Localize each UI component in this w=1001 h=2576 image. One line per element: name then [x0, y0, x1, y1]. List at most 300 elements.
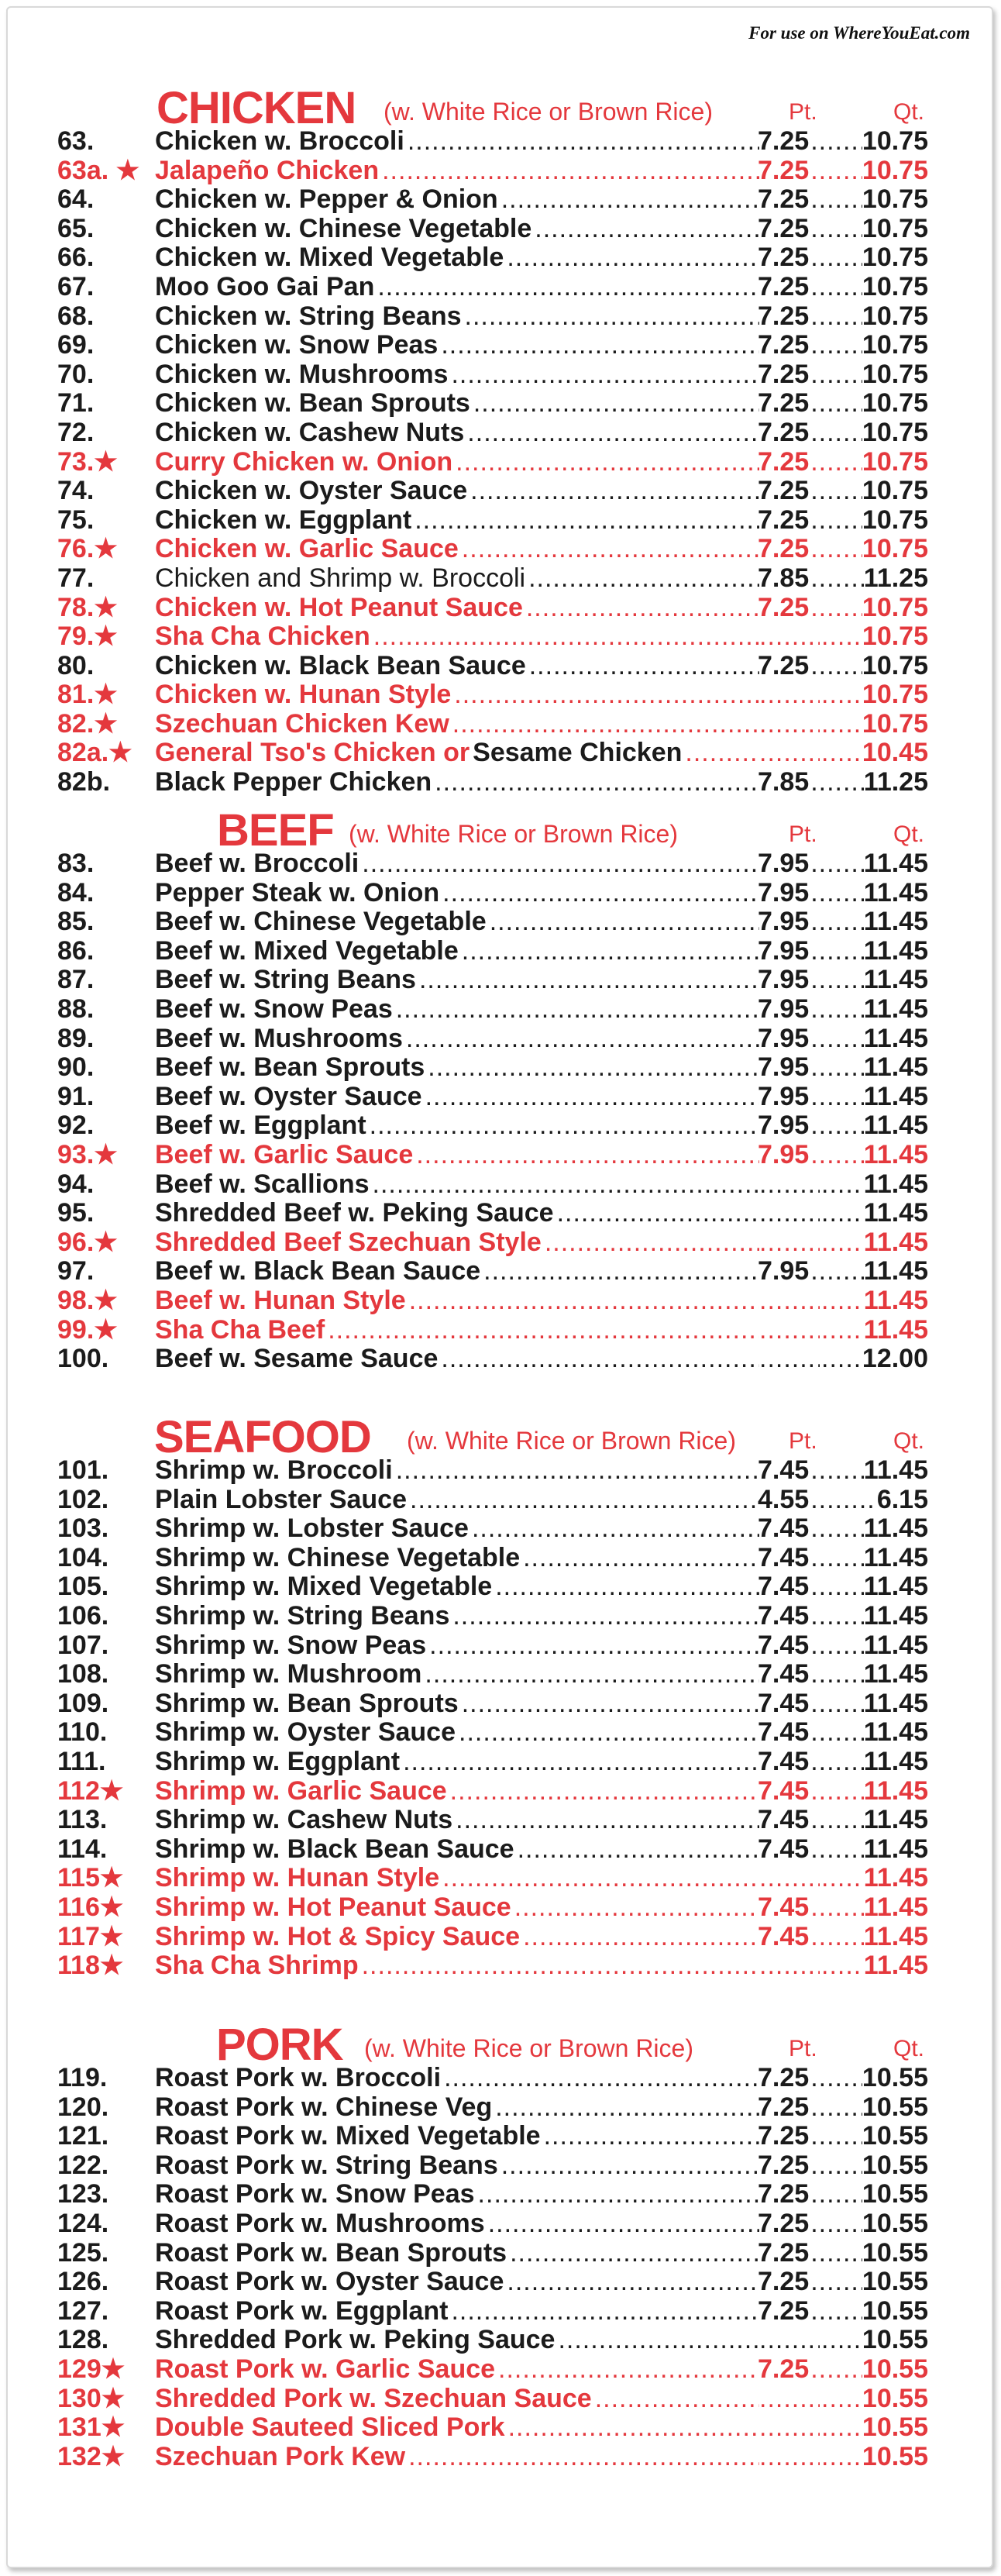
item-prices: [758, 1486, 928, 1515]
leader-dots: [809, 1748, 864, 1777]
leader-dots: [758, 2385, 820, 2414]
pint-price: 7.45: [758, 1805, 810, 1835]
menu-item: [8, 2151, 992, 2181]
leader-dots: [809, 1544, 864, 1573]
item-name-text: Shrimp w. Oyster Sauce: [155, 1718, 456, 1748]
item-number: 102.: [57, 1484, 109, 1514]
pint-price: 7.95: [758, 1139, 810, 1169]
menu-item: [8, 127, 992, 157]
item-prices: [758, 564, 928, 594]
leader-dots: [809, 2151, 862, 2181]
menu-item: [8, 1806, 992, 1835]
pint-price: 7.25: [758, 243, 810, 273]
item-name: [155, 2151, 759, 2181]
item-number: 122.: [57, 2150, 109, 2180]
quart-column-label: Qt.: [893, 1428, 925, 1454]
section-header: [8, 806, 992, 856]
leader-dots: [454, 680, 759, 710]
leader-dots: [809, 879, 864, 908]
leader-dots: [450, 1777, 759, 1806]
menu-item: [8, 273, 992, 302]
item-number: 69.: [57, 330, 95, 360]
item-name-text: Shrimp w. String Beans: [155, 1601, 450, 1631]
leader-dots: [452, 710, 759, 739]
item-name-text: Sha Cha Shrimp: [155, 1951, 359, 1981]
item-prices: [758, 849, 928, 879]
item-name: [155, 564, 759, 594]
item-prices: [758, 389, 928, 418]
leader-dots: [809, 2180, 862, 2209]
item-name-text: Moo Goo Gai Pan: [155, 272, 375, 301]
item-number: 120.: [57, 2092, 109, 2122]
quart-price: 11.45: [863, 1198, 928, 1228]
leader-dots: [408, 127, 759, 157]
item-prices: [758, 2209, 928, 2239]
pint-price: 7.45: [758, 1659, 810, 1689]
leader-dots: [809, 389, 862, 418]
item-number: 99.★: [57, 1314, 118, 1345]
item-number: 87.: [57, 965, 95, 995]
leader-dots: [382, 157, 759, 186]
item-number: 91.: [57, 1081, 95, 1111]
item-prices: [758, 1835, 928, 1865]
item-name-text: Black Pepper Chicken: [155, 768, 432, 797]
item-name-text: Curry Chicken w. Onion: [155, 447, 453, 477]
item-name: [155, 1199, 759, 1228]
pint-price: 7.45: [758, 1921, 810, 1951]
leader-dots: [809, 185, 862, 215]
pint-price: 7.25: [758, 476, 810, 506]
item-name-text: Roast Pork w. Garlic Sauce: [155, 2354, 496, 2384]
source-note: For use on WhereYouEat.com: [748, 23, 970, 43]
section-title: BEEF: [217, 805, 334, 856]
item-number: 115★: [57, 1863, 124, 1893]
item-name-text: Beef w. Mushrooms: [155, 1024, 403, 1053]
item-name: [155, 477, 759, 506]
menu-item: [8, 2297, 992, 2326]
quart-price: 6.15: [876, 1484, 928, 1514]
leader-dots: [462, 1689, 759, 1719]
quart-price: 10.75: [862, 592, 928, 622]
quart-price: 10.75: [862, 155, 928, 185]
menu-item: [8, 302, 992, 332]
leader-dots: [429, 1631, 759, 1661]
pint-price: 7.85: [758, 767, 810, 797]
item-name-text: Shrimp w. Garlic Sauce: [155, 1776, 447, 1806]
pint-price: 7.95: [758, 1111, 810, 1141]
item-number: 65.: [57, 213, 95, 243]
item-name: [155, 1111, 759, 1141]
item-number: 84.: [57, 877, 95, 907]
item-name: [155, 1777, 759, 1806]
item-name-text: Shredded Pork w. Szechuan Sauce: [155, 2384, 592, 2413]
quart-price: 11.45: [863, 1951, 928, 1981]
pint-price: 7.25: [758, 2121, 810, 2151]
leader-dots: [442, 1864, 759, 1893]
item-name-text: Beef w. Broccoli: [155, 849, 359, 878]
item-number: 98.★: [57, 1285, 118, 1315]
quart-price: 10.55: [862, 2121, 928, 2151]
item-name-text: Beef w. Bean Sprouts: [155, 1053, 425, 1083]
item-name: [155, 1660, 759, 1689]
pint-price: 7.95: [758, 1052, 810, 1083]
quart-price: 11.45: [863, 965, 928, 995]
leader-dots: [809, 1257, 864, 1286]
menu-item: [8, 1951, 992, 1981]
leader-dots: [441, 1345, 759, 1374]
quart-price: 10.75: [862, 708, 928, 739]
item-prices: [758, 1228, 928, 1258]
menu-item: [8, 2355, 992, 2385]
pint-price: 7.25: [758, 417, 810, 447]
item-prices: [758, 879, 928, 908]
leader-dots: [809, 1456, 864, 1486]
item-name: [155, 1486, 759, 1515]
leader-dots: [501, 185, 759, 215]
menu-item: [8, 1111, 992, 1141]
quart-price: 11.45: [863, 1111, 928, 1141]
leader-dots: [403, 1748, 759, 1777]
item-prices: [758, 2180, 928, 2209]
item-name: [155, 506, 759, 536]
quart-price: 11.45: [863, 994, 928, 1024]
item-prices: [758, 1660, 928, 1689]
quart-price: 10.75: [862, 301, 928, 331]
item-name: [155, 995, 759, 1025]
pint-column-label: Pt.: [789, 1428, 817, 1454]
menu-item: [8, 995, 992, 1025]
item-number: 79.★: [57, 622, 118, 652]
leader-dots: [820, 1864, 864, 1893]
item-name: [155, 879, 759, 908]
leader-dots: [396, 1456, 759, 1486]
item-name-text: Shrimp w. Cashew Nuts: [155, 1806, 453, 1835]
leader-dots: [452, 1602, 759, 1631]
leader-dots: [428, 1053, 759, 1083]
item-name: [155, 2122, 759, 2151]
item-name: [155, 1748, 759, 1777]
item-name-alt: Sesame Chicken: [473, 739, 683, 768]
item-list: [8, 2064, 992, 2471]
item-number: 132★: [57, 2441, 126, 2471]
leader-dots: [809, 1777, 864, 1806]
leader-dots: [362, 1951, 759, 1981]
leader-dots: [459, 1718, 759, 1748]
leader-dots: [809, 1053, 864, 1083]
item-name-text: Shrimp w. Hot & Spicy Sauce: [155, 1922, 521, 1951]
menu-item: [8, 564, 992, 594]
item-number: 128.: [57, 2325, 109, 2355]
item-prices: [758, 1456, 928, 1486]
quart-price: 11.45: [863, 1659, 928, 1689]
leader-dots: [758, 739, 820, 768]
item-number: 118★: [57, 1951, 124, 1981]
menu-item: [8, 448, 992, 477]
item-number: 126.: [57, 2267, 109, 2297]
item-prices: [758, 1689, 928, 1719]
leader-dots: [809, 2355, 862, 2385]
menu-item: [8, 966, 992, 995]
leader-dots: [444, 2064, 759, 2093]
leader-dots: [809, 477, 862, 506]
leader-dots: [425, 1083, 759, 1112]
menu-item: [8, 331, 992, 360]
item-number: 89.: [57, 1023, 95, 1053]
item-number: 116★: [57, 1892, 124, 1922]
item-prices: [758, 622, 928, 652]
menu-item: [8, 215, 992, 244]
menu-item: [8, 1748, 992, 1777]
item-prices: [758, 594, 928, 623]
item-name-text: Szechuan Pork Kew: [155, 2442, 406, 2471]
leader-dots: [758, 2443, 820, 2472]
item-name-text: Roast Pork w. Chinese Veg: [155, 2092, 493, 2122]
item-prices: [758, 2064, 928, 2093]
quart-price: 10.55: [862, 2412, 928, 2443]
menu-item: [8, 1083, 992, 1112]
section-subtitle: (w. White Rice or Brown Rice): [407, 1427, 736, 1455]
item-name: [155, 273, 759, 302]
quart-price: 10.75: [862, 213, 928, 243]
menu-item: [8, 1572, 992, 1602]
quart-price: 10.55: [862, 2441, 928, 2471]
quart-price: 10.55: [862, 2267, 928, 2297]
leader-dots: [483, 1257, 759, 1286]
item-name: [155, 331, 759, 360]
leader-dots: [490, 907, 759, 937]
menu-item: [8, 1228, 992, 1258]
item-number: 63.: [57, 126, 95, 156]
leader-dots: [809, 768, 864, 797]
leader-dots: [809, 1141, 864, 1170]
item-number: 64.: [57, 184, 95, 215]
item-number: 74.: [57, 476, 95, 506]
menu-item: [8, 243, 992, 273]
leader-dots: [758, 1286, 820, 1316]
pint-price: 7.25: [758, 301, 810, 331]
leader-dots: [473, 389, 759, 418]
item-name-text: Chicken and Shrimp w. Broccoli: [155, 563, 526, 593]
leader-dots: [809, 652, 862, 681]
pint-price: 7.25: [758, 359, 810, 389]
item-number: 96.★: [57, 1227, 118, 1257]
menu-item: [8, 535, 992, 564]
item-number: 86.: [57, 935, 95, 966]
item-prices: [758, 185, 928, 215]
leader-dots: [507, 2268, 759, 2297]
item-number: 123.: [57, 2179, 109, 2209]
item-name: [155, 2413, 759, 2443]
leader-dots: [558, 2326, 759, 2355]
item-number: 100.: [57, 1344, 109, 1374]
item-name-text: Shrimp w. Hunan Style: [155, 1864, 440, 1893]
menu-item: [8, 1514, 992, 1544]
item-name-text: Beef w. Snow Peas: [155, 994, 393, 1024]
leader-dots: [441, 331, 759, 360]
item-prices: [758, 1286, 928, 1316]
menu-item: [8, 1602, 992, 1631]
leader-dots: [809, 302, 862, 332]
item-number: 75.: [57, 505, 95, 535]
item-prices: [758, 1806, 928, 1835]
menu-item: [8, 1777, 992, 1806]
item-name-text: Double Sauteed Sliced Pork: [155, 2413, 505, 2443]
item-name: [155, 2093, 759, 2123]
leader-dots: [495, 1572, 759, 1602]
item-number: 71.: [57, 388, 95, 418]
menu-item: [8, 937, 992, 966]
quart-price: 10.55: [862, 2354, 928, 2384]
item-name-text: Roast Pork w. Mushrooms: [155, 2209, 485, 2238]
item-name-text: Chicken w. Bean Sprouts: [155, 389, 470, 418]
item-name-text: Pepper Steak w. Onion: [155, 878, 440, 907]
item-name: [155, 2355, 759, 2385]
item-number: 129★: [57, 2354, 126, 2384]
leader-dots: [820, 1228, 864, 1258]
item-prices: [758, 1777, 928, 1806]
item-name-text: Chicken w. Eggplant: [155, 505, 412, 535]
leader-dots: [820, 1345, 862, 1374]
leader-dots: [809, 2239, 862, 2268]
quart-price: 11.45: [863, 1256, 928, 1286]
leader-dots: [820, 2326, 862, 2355]
quart-price: 10.55: [862, 2208, 928, 2238]
leader-dots: [416, 1141, 759, 1170]
menu-section-pork: [8, 2020, 992, 2478]
section-header: [8, 1413, 992, 1462]
pint-price: 7.25: [758, 505, 810, 535]
leader-dots: [809, 1718, 864, 1748]
leader-dots: [758, 710, 820, 739]
item-prices: [758, 652, 928, 681]
item-prices: [758, 2122, 928, 2151]
item-name-text: Chicken w. Garlic Sauce: [155, 535, 459, 564]
item-name-text: Roast Pork w. Mixed Vegetable: [155, 2122, 541, 2151]
item-prices: [758, 157, 928, 186]
leader-dots: [495, 2093, 759, 2123]
leader-dots: [373, 622, 759, 652]
item-prices: [758, 1199, 928, 1228]
menu-item: [8, 2239, 992, 2268]
quart-price: 10.75: [862, 680, 928, 710]
item-name: [155, 2064, 759, 2093]
item-prices: [758, 2268, 928, 2297]
item-number: 68.: [57, 301, 95, 331]
pint-price: 7.45: [758, 1775, 810, 1806]
pint-price: 4.55: [758, 1484, 810, 1514]
menu-item: [8, 907, 992, 937]
leader-dots: [451, 360, 759, 390]
quart-price: 11.45: [863, 1688, 928, 1718]
leader-dots: [820, 2413, 862, 2443]
item-name-text: Beef w. Eggplant: [155, 1111, 366, 1141]
pint-price: 7.25: [758, 271, 810, 301]
item-number: 109.: [57, 1688, 109, 1718]
quart-price: 11.45: [863, 1169, 928, 1199]
leader-dots: [415, 506, 759, 536]
item-name: [155, 185, 759, 215]
item-name-text: Roast Pork w. Eggplant: [155, 2296, 449, 2326]
item-name-text: Chicken w. Broccoli: [155, 127, 404, 156]
leader-dots: [809, 215, 862, 244]
quart-price: 11.45: [863, 935, 928, 966]
menu-item: [8, 1923, 992, 1952]
leader-dots: [809, 418, 862, 448]
menu-item: [8, 2122, 992, 2151]
item-name-text: Shrimp w. Black Bean Sauce: [155, 1834, 514, 1864]
quart-column-label: Qt.: [893, 821, 925, 847]
item-prices: [758, 360, 928, 390]
leader-dots: [809, 1083, 864, 1112]
leader-dots: [435, 768, 759, 797]
menu-item: [8, 652, 992, 681]
leader-dots: [478, 2180, 759, 2209]
leader-dots: [508, 2413, 759, 2443]
item-number: 131★: [57, 2412, 126, 2443]
leader-dots: [820, 1286, 864, 1316]
menu-item: [8, 2209, 992, 2239]
item-number: 111.: [57, 1746, 106, 1776]
leader-dots: [809, 995, 864, 1025]
menu-item: [8, 1286, 992, 1316]
quart-price: 11.45: [863, 1023, 928, 1053]
leader-dots: [408, 2443, 759, 2472]
quart-price: 10.75: [862, 650, 928, 680]
item-prices: [758, 710, 928, 739]
item-name: [155, 1257, 759, 1286]
quart-price: 11.25: [863, 767, 928, 797]
menu-item: [8, 477, 992, 506]
item-prices: [758, 768, 928, 797]
leader-dots: [809, 1660, 864, 1689]
section-title: PORK: [216, 2020, 343, 2070]
item-prices: [758, 1111, 928, 1141]
menu-item: [8, 1544, 992, 1573]
menu-item: [8, 680, 992, 710]
item-name-text: Shrimp w. Mixed Vegetable: [155, 1572, 493, 1602]
item-prices: [758, 1923, 928, 1952]
menu-item: [8, 185, 992, 215]
quart-price: 11.45: [863, 1746, 928, 1776]
item-number: 130★: [57, 2383, 126, 2413]
leader-dots: [809, 907, 864, 937]
leader-dots: [758, 2413, 820, 2443]
quart-price: 11.45: [863, 877, 928, 907]
item-name: [155, 127, 759, 157]
quart-price: 11.45: [863, 1805, 928, 1835]
item-number: 72.: [57, 417, 95, 447]
section-subtitle: (w. White Rice or Brown Rice): [384, 98, 713, 126]
leader-dots: [498, 2355, 759, 2385]
quart-price: 10.75: [862, 126, 928, 156]
quart-price: 10.55: [862, 2179, 928, 2209]
item-number: 114.: [57, 1834, 108, 1864]
item-name: [155, 1602, 759, 1631]
leader-dots: [809, 1025, 864, 1054]
item-name: [155, 966, 759, 995]
menu-item: [8, 2413, 992, 2443]
leader-dots: [456, 1806, 759, 1835]
item-number: 92.: [57, 1111, 95, 1141]
leader-dots: [518, 1835, 759, 1865]
item-prices: [758, 215, 928, 244]
pint-price: 7.45: [758, 1746, 810, 1776]
item-name-text: Plain Lobster Sauce: [155, 1485, 407, 1514]
menu-item: [8, 1660, 992, 1689]
pint-column-label: Pt.: [789, 2036, 817, 2061]
item-prices: [758, 243, 928, 273]
leader-dots: [820, 622, 862, 652]
